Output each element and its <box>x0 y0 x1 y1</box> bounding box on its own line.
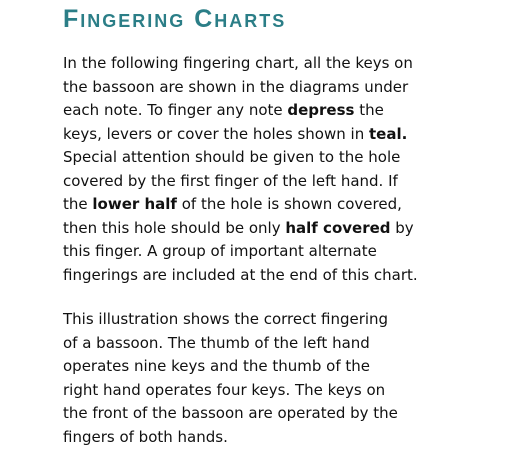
text-line: Special attention should be given to the hole <box>63 148 401 166</box>
text-run: each note. To finger any note <box>63 101 288 119</box>
text-line <box>63 123 418 147</box>
intro-paragraph <box>63 52 418 287</box>
text-line: of a bassoon. The thumb of the left hand <box>63 333 370 352</box>
text-run: the <box>63 195 93 213</box>
bold-term-half-covered: half covered <box>285 218 391 237</box>
bold-term-teal: teal. <box>368 124 408 143</box>
text-line <box>63 193 418 217</box>
text-line: the bassoon are shown in the diagrams under <box>63 77 409 96</box>
text-line: the front of the bassoon are operated by the <box>63 404 398 422</box>
text-line: this finger. A group of important alternate <box>63 242 377 260</box>
text-line <box>63 217 418 241</box>
bold-term-lower-half: lower half <box>92 195 177 213</box>
text-run: of the hole is shown covered, <box>176 195 402 213</box>
text-line <box>63 99 418 123</box>
text-run: then this hole should be only <box>63 218 286 237</box>
text-line: operates nine keys and the thumb of the <box>63 357 371 375</box>
bold-term-depress: depress <box>287 101 355 119</box>
text-run: by <box>390 218 414 237</box>
text-line: fingers of both hands. <box>63 427 228 446</box>
text-line: This illustration shows the correct fingering <box>63 310 389 328</box>
illustration-paragraph <box>63 308 398 449</box>
text-line: covered by the first finger of the left hand. If <box>63 171 398 190</box>
text-line: right hand operates four keys. The keys on <box>63 380 386 399</box>
text-line: fingerings are included at the end of this chart. <box>63 265 418 284</box>
text-run: the <box>354 101 384 119</box>
text-line: In the following fingering chart, all the keys on <box>63 54 413 72</box>
text-run: keys, levers or cover the holes shown in <box>63 124 369 143</box>
page-title: Fingering Charts <box>63 5 287 33</box>
